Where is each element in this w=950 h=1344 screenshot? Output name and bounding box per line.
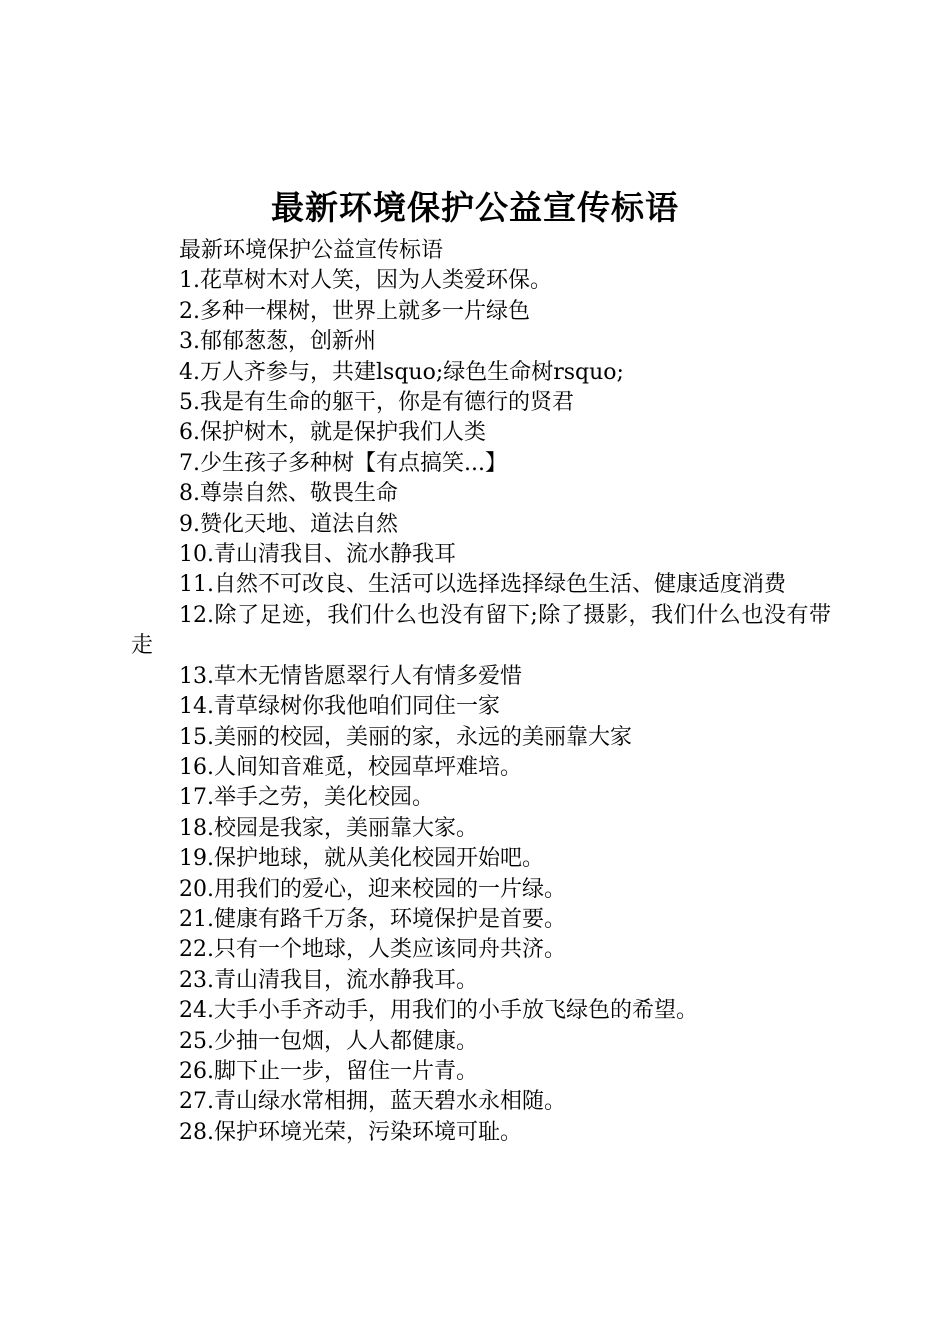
slogan-item: 2.多种一棵树，世界上就多一片绿色 — [179, 298, 530, 324]
body-heading: 最新环境保护公益宣传标语 — [179, 238, 444, 263]
slogan-item: 6.保护树木，就是保护我们人类 — [179, 420, 486, 446]
slogan-item: 25.少抽一包烟，人人都健康。 — [179, 1028, 478, 1054]
slogan-item: 10.青山清我目、流水静我耳 — [179, 542, 456, 568]
slogan-item: 7.少生孩子多种树【有点搞笑...】 — [179, 450, 507, 476]
slogan-item: 18.校园是我家，美丽靠大家。 — [179, 815, 478, 841]
slogan-item: 16.人间知音难觅，校园草坪难培。 — [179, 754, 522, 780]
slogan-item: 28.保护环境光荣，污染环境可耻。 — [179, 1119, 522, 1145]
slogan-item: 23.青山清我目，流水静我耳。 — [179, 967, 478, 993]
document-body — [131, 236, 831, 1148]
slogan-item: 27.青山绿水常相拥，蓝天碧水永相随。 — [179, 1089, 566, 1115]
slogan-item: 22.只有一个地球，人类应该同舟共济。 — [179, 937, 566, 963]
slogan-item: 3.郁郁葱葱，创新州 — [179, 329, 376, 355]
slogan-item: 21.健康有路千万条，环境保护是首要。 — [179, 906, 566, 932]
slogan-item: 24.大手小手齐动手，用我们的小手放飞绿色的希望。 — [179, 998, 698, 1024]
slogan-item: 20.用我们的爱心，迎来校园的一片绿。 — [179, 876, 566, 902]
slogan-item: 15.美丽的校园，美丽的家，永远的美丽靠大家 — [179, 724, 632, 750]
slogan-item: 5.我是有生命的躯干，你是有德行的贤君 — [179, 390, 574, 416]
slogan-item: 4.万人齐参与，共建lsquo;绿色生命树rsquo; — [179, 359, 624, 385]
slogan-item: 13.草木无情皆愿翠行人有情多爱惜 — [179, 663, 522, 689]
slogan-item: 1.花草树木对人笑，因为人类爱环保。 — [179, 268, 552, 294]
slogan-item: 11.自然不可改良、生活可以选择选择绿色生活、健康适度消费 — [179, 572, 786, 598]
slogan-item: 9.赞化天地、道法自然 — [179, 511, 398, 537]
slogan-item: 17.举手之劳，美化校园。 — [179, 785, 434, 811]
slogan-item: 19.保护地球，就从美化校园开始吧。 — [179, 846, 544, 872]
slogan-item: 8.尊崇自然、敬畏生命 — [179, 481, 398, 507]
document-title: 最新环境保护公益宣传标语 — [271, 188, 679, 227]
slogan-item: 12.除了足迹，我们什么也没有留下;除了摄影，我们什么也没有带走 — [131, 602, 831, 659]
slogan-item: 14.青草绿树你我他咱们同住一家 — [179, 694, 500, 720]
slogan-item: 26.脚下止一步，留住一片青。 — [179, 1058, 478, 1084]
